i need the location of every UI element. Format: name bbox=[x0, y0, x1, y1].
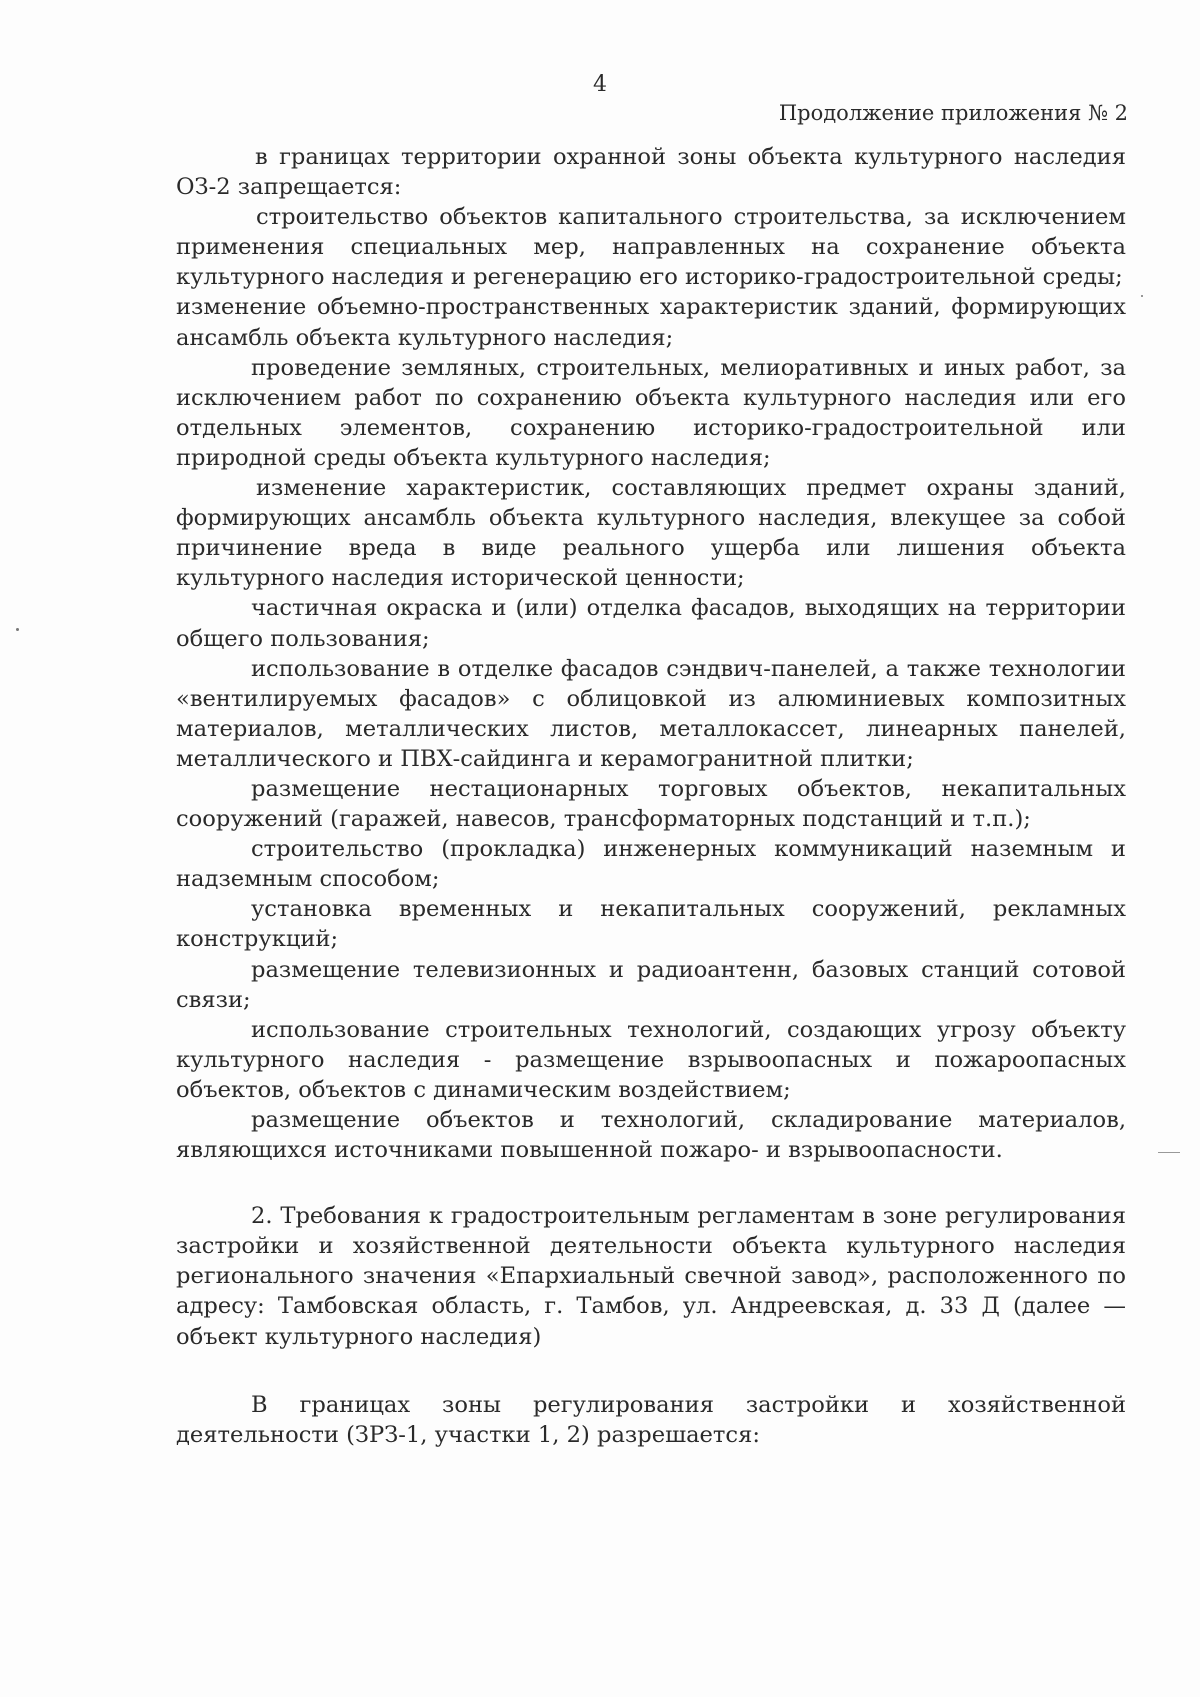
document-body bbox=[176, 142, 1126, 1450]
list-item: частичная окраска и (или) отделка фасадов, выходящих на территории общего пользования; bbox=[176, 595, 1126, 652]
scan-speck bbox=[16, 628, 19, 631]
scan-mark bbox=[1158, 1152, 1180, 1153]
list-item: установка временных и некапитальных сооружений, рекламных конструкций; bbox=[176, 896, 1126, 953]
list-item: использование строительных технологий, создающих угрозу объекту культурного наследия - размещение взрывоопасных и пожароопасных объектов, объектов с динамическим воздействием; bbox=[176, 1016, 1126, 1103]
intro-paragraph: в границах территории охранной зоны объекта культурного наследия ОЗ-2 запрещается: bbox=[176, 144, 1126, 201]
closing-paragraph: В границах зоны регулирования застройки и хозяйственной деятельности (ЗРЗ-1, участки 1, 2) разрешается: bbox=[176, 1391, 1126, 1448]
list-item: размещение нестационарных торговых объектов, некапитальных сооружений (гаражей, навесов, трансформаторных подстанций и т.п.); bbox=[176, 775, 1126, 833]
list-item: использование в отделке фасадов сэндвич-панелей, а также технологии «вентилируемых фасадов» с облицовкой из алюминиевых композитных материалов, металлических листов, металлокассет, линеарных панелей, металлического и ПВХ-сайдинга и керамогранитной плитки; bbox=[176, 655, 1126, 772]
scan-speck bbox=[1141, 295, 1143, 297]
continuation-label: Продолжение приложения № 2 bbox=[778, 101, 1128, 125]
list-item: размещение телевизионных и радиоантенн, базовых станций сотовой связи; bbox=[176, 956, 1126, 1013]
list-item: изменение характеристик, составляющих предмет охраны зданий, формирующих ансамбль объекта культурного наследия, влекущее за собой причинение вреда в виде реального ущерба или лишения объекта культурного наследия исторической ценности; bbox=[176, 475, 1126, 592]
page-number: 4 bbox=[593, 72, 607, 97]
list-item: проведение земляных, строительных, мелиоративных и иных работ, за исключением работ по сохранению объекта культурного наследия или его отдельных элементов, сохранению историко-градостроительной или природной среды объекта культурного наследия; bbox=[176, 354, 1126, 471]
list-item: строительство объектов капитального строительства, за исключением применения специальных мер, направленных на сохранение объекта культурного наследия и регенерацию его историко-градостроительной среды; bbox=[176, 204, 1126, 291]
list-item: строительство (прокладка) инженерных коммуникаций наземным и надземным способом; bbox=[176, 836, 1126, 893]
list-item: изменение объемно-пространственных характеристик зданий, формирующих ансамбль объекта культурного наследия; bbox=[176, 294, 1126, 351]
section-heading-paragraph: 2. Требования к градостроительным регламентам в зоне регулирования застройки и хозяйственной деятельности объекта культурного наследия регионального значения «Епархиальный свечной завод», расположенного по адресу: Тамбовская область, г. Тамбов, ул. Андреевская, д. 33 Д (далее — объект культурного наследия) bbox=[176, 1203, 1126, 1350]
list-item: размещение объектов и технологий, складирование материалов, являющихся источниками повышенной пожаро- и взрывоопасности. bbox=[176, 1107, 1126, 1164]
